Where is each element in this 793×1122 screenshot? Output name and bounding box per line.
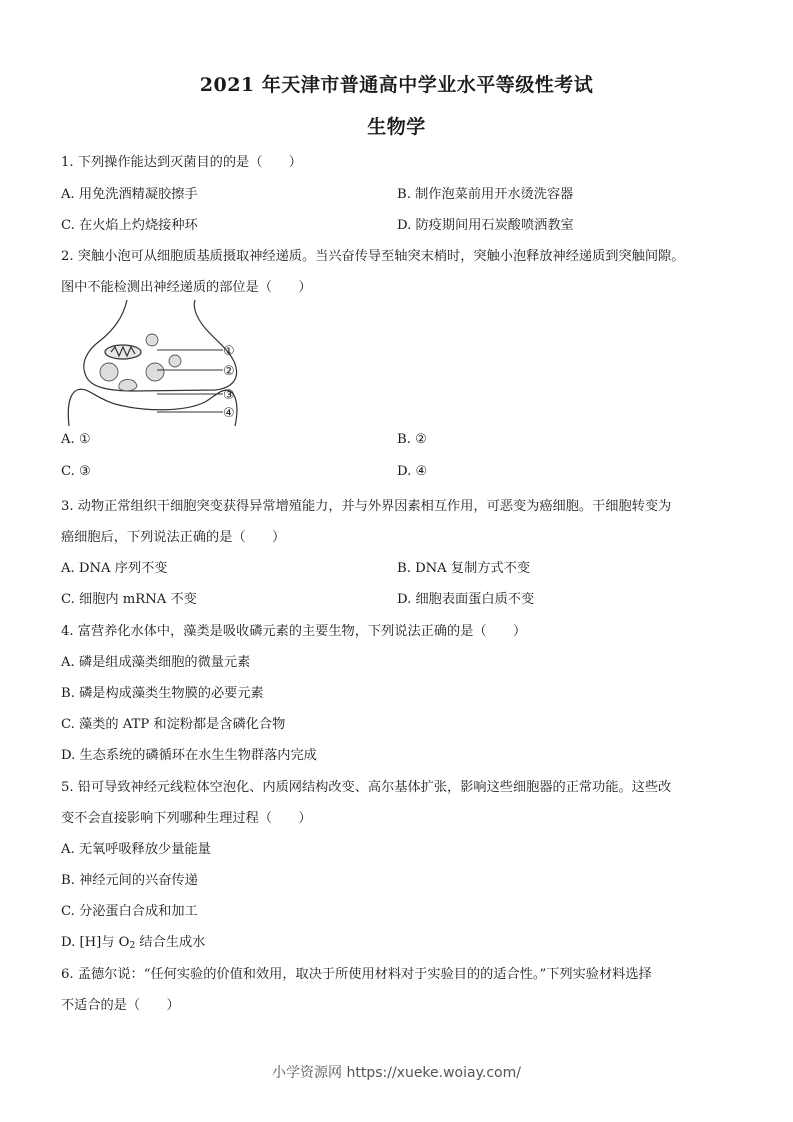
option-b: B. ② xyxy=(397,432,427,447)
subject-title: 生物学 xyxy=(367,116,426,138)
option-b: B. 制作泡菜前用开水烫洗容器 xyxy=(397,187,574,202)
option-d-prefix: D. [H]与 O xyxy=(61,935,130,950)
question-stem: 4. 富营养化水体中，藻类是吸收磷元素的主要生物，下列说法正确的是（ ） xyxy=(61,624,527,639)
question-stem-cont: 变不会直接影响下列哪种生理过程（ ） xyxy=(61,811,312,826)
option-d: D. ④ xyxy=(397,464,428,479)
svg-text:①: ① xyxy=(223,344,235,359)
footer-watermark: 小学资源网 https://xueke.woiay.com/ xyxy=(272,1065,521,1081)
question-stem: 6. 孟德尔说：“任何实验的价值和效用，取决于所使用材料对于实验目的的适合性。”下列实验材料选择 xyxy=(61,967,652,982)
option-d-suffix: 结合生成水 xyxy=(135,935,206,950)
option-c: C. 细胞内 mRNA 不变 xyxy=(61,592,197,607)
question-stem: 1. 下列操作能达到灭菌目的的是（ ） xyxy=(61,155,302,170)
svg-text:③: ③ xyxy=(223,388,235,403)
question-stem: 2. 突触小泡可从细胞质基质摄取神经递质。当兴奋传导至轴突末梢时，突触小泡释放神经递质到突触间隙。 xyxy=(61,249,685,264)
option-a: A. 用免洗酒精凝胶擦手 xyxy=(61,187,198,202)
question-stem: 5. 铅可导致神经元线粒体空泡化、内质网结构改变、高尔基体扩张，影响这些细胞器的正常功能。这些改 xyxy=(61,780,672,795)
svg-text:②: ② xyxy=(223,364,235,379)
synapse-illustration xyxy=(65,298,255,428)
option-d: D. 细胞表面蛋白质不变 xyxy=(397,592,535,607)
option-b: B. 磷是构成藻类生物膜的必要元素 xyxy=(61,686,264,701)
option-d xyxy=(61,931,205,951)
option-a: A. 无氧呼吸释放少量能量 xyxy=(61,842,211,857)
question-stem-cont: 癌细胞后，下列说法正确的是（ ） xyxy=(61,530,286,545)
option-c: C. 分泌蛋白合成和加工 xyxy=(61,904,198,919)
svg-text:④: ④ xyxy=(223,406,235,421)
synapse-diagram xyxy=(65,298,255,428)
option-d: D. 生态系统的磷循环在水生生物群落内完成 xyxy=(61,748,317,763)
option-c: C. ③ xyxy=(61,464,91,479)
option-c: C. 藻类的 ATP 和淀粉都是含磷化合物 xyxy=(61,717,286,732)
option-b: B. DNA 复制方式不变 xyxy=(397,561,531,576)
option-b: B. 神经元间的兴奋传递 xyxy=(61,873,198,888)
option-a: A. 磷是组成藻类细胞的微量元素 xyxy=(61,655,251,670)
exam-title: 2021 年天津市普通高中学业水平等级性考试 xyxy=(199,74,594,96)
question-stem-cont: 不适合的是（ ） xyxy=(61,998,180,1013)
option-a: A. DNA 序列不变 xyxy=(61,561,168,576)
option-d: D. 防疫期间用石炭酸喷洒教室 xyxy=(397,218,574,233)
question-stem-cont: 图中不能检测出神经递质的部位是（ ） xyxy=(61,280,312,295)
option-a: A. ① xyxy=(61,432,91,447)
option-c: C. 在火焰上灼烧接种环 xyxy=(61,218,198,233)
option-d-subscript: 2 xyxy=(129,941,136,951)
question-stem: 3. 动物正常组织干细胞突变获得异常增殖能力，并与外界因素相互作用，可恶变为癌细胞。干细胞转变为 xyxy=(61,499,672,514)
